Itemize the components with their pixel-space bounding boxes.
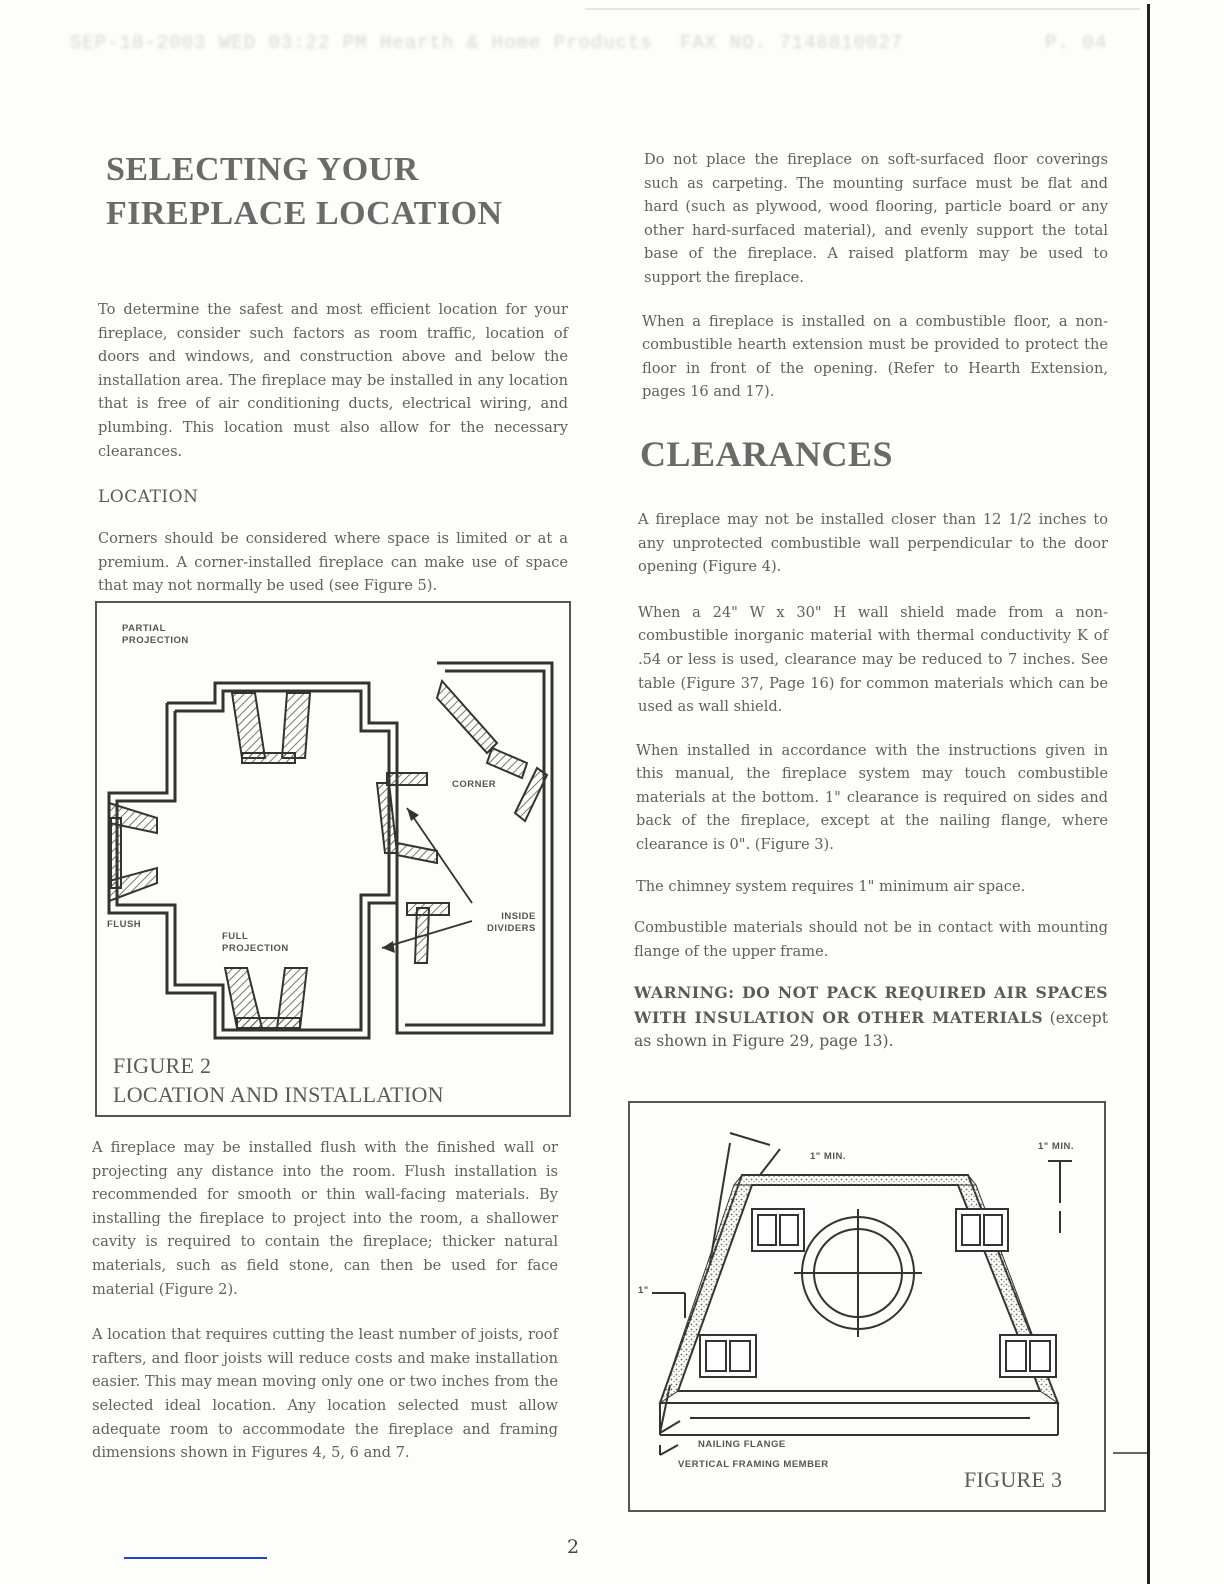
left-column (98, 148, 568, 598)
label-inside-dividers (487, 911, 536, 935)
flush-paragraph: A fireplace may be installed flush with the finished wall or projecting any distance into the room. Flush installation is recommended for smooth or thin wall-facing materials. By installing the fireplace to project into the room, a shallower cavity is required to contain the fireplace; thicker natural materials, such as field stone, can then be used for face material (Figure 2). (92, 1139, 558, 1298)
label-min-left: 1" MIN. (810, 1151, 846, 1162)
label-nailing-flange: NAILING FLANGE (698, 1439, 786, 1450)
clearance-paragraph-2: When a 24" W x 30" H wall shield made from a non-combustible inorganic material with thermal conductivity K of .54 or less is used, clearance may be reduced to 7 inches. See table (Figure 37, Page 16) for common materials which can be used as wall shield. (638, 603, 1108, 716)
page-title-line2: FIREPLACE LOCATION (106, 195, 503, 232)
figure-2-caption (113, 1051, 444, 1109)
label-inside-dividers-line1: INSIDE (501, 911, 536, 922)
right-margin-rule (1147, 4, 1150, 1584)
label-partial-projection-line1: PARTIAL (122, 623, 166, 634)
right-margin-tick (1113, 1452, 1147, 1454)
label-full-projection-line1: FULL (222, 931, 249, 942)
warning-paragraph (634, 981, 1108, 1054)
top-rule (585, 8, 1140, 10)
label-full-projection (222, 931, 289, 955)
label-vertical-framing-member: VERTICAL FRAMING MEMBER (678, 1459, 829, 1470)
joists-paragraph: A location that requires cutting the least number of joists, roof rafters, and floor joists will reduce costs and make installation easier. This may mean moving only one or two inches from the selected ideal location. Any location selected must allow adequate room to accommodate the fireplace and framing dimensions shown in Figures 4, 5, 6 and 7. (92, 1326, 558, 1462)
fax-header-center: FAX NO. 7148810027 (680, 32, 904, 54)
location-paragraph: Corners should be considered where space is limited or at a premium. A corner-installed fireplace can make use of space that may not normally be used (see Figure 5). (98, 530, 568, 595)
label-corner: CORNER (452, 779, 497, 790)
clearance-paragraph-1: A fireplace may not be installed closer than 12 1/2 inches to any unprotected combustible wall perpendicular to the door opening (Figure 4). (638, 510, 1108, 576)
clearance-paragraph-3: When installed in accordance with the instructions given in this manual, the fireplace system may touch combustible materials at the bottom. 1" clearance is required on sides and back of the fireplace, except at the nailing flange, where clearance is 0". (Figure 3). (636, 741, 1108, 854)
label-full-projection-line2: PROJECTION (222, 943, 289, 954)
label-inside-dividers-line2: DIVIDERS (487, 923, 536, 934)
label-partial-projection-line2: PROJECTION (122, 635, 189, 646)
location-heading: LOCATION (98, 487, 199, 508)
figure-3 (628, 1101, 1106, 1512)
clearance-paragraph-5: Combustible materials should not be in contact with mounting flange of the upper frame. (634, 919, 1108, 960)
label-partial-projection (122, 623, 189, 647)
warning-bold: WARNING: DO NOT PACK REQUIRED AIR SPACES WITH INSULATION OR OTHER MATERIALS (634, 983, 1108, 1027)
footer-link-line (124, 1557, 267, 1559)
right-column (632, 148, 1108, 1054)
fax-header-left: SEP-18-2003 WED 03:22 PM Hearth & Home Products (70, 32, 653, 54)
page-title (106, 148, 568, 236)
page-title-line1: SELECTING YOUR (106, 151, 419, 188)
page-number: 2 (567, 1536, 580, 1558)
left-column-bottom (92, 1136, 558, 1465)
label-side-clearance: 1" (638, 1285, 649, 1296)
hearth-paragraph: When a fireplace is installed on a combustible floor, a non-combustible hearth extension must be provided to protect the floor in front of the opening. (Refer to Hearth Extension, pages 16 and 17). (642, 312, 1108, 401)
intro-paragraph: To determine the safest and most efficient location for your fireplace, consider such factors as room traffic, location of doors and windows, and construction above and below the installation area. The fireplace may be installed in any location that is free of air conditioning ducts, electrical wiring, and plumbing. This location must also allow for the necessary clearances. (98, 301, 568, 460)
floor-paragraph: Do not place the fireplace on soft-surfaced floor coverings such as carpeting. The mounting surface must be flat and hard (such as plywood, wood flooring, particle board or any other hard-surfaced material), and evenly support the total base of the fireplace. A raised platform may be used to support the fireplace. (644, 151, 1108, 286)
warning-rest: (except as shown in Figure 29, page 13). (634, 1008, 1108, 1051)
figure-2-caption-line2: LOCATION AND INSTALLATION (113, 1082, 444, 1107)
label-flush: FLUSH (107, 919, 142, 930)
fax-header (70, 32, 1120, 62)
fax-header-right: P. 04 (1045, 32, 1108, 54)
label-min-right: 1" MIN. (1038, 1141, 1074, 1152)
figure-2-caption-line1: FIGURE 2 (113, 1053, 212, 1078)
figure-3-caption: FIGURE 3 (964, 1467, 1063, 1492)
figure-2 (95, 601, 571, 1117)
floorplan-diagram (97, 603, 569, 1115)
clearance-paragraph-4: The chimney system requires 1" minimum air space. (636, 877, 1026, 895)
clearances-title: CLEARANCES (640, 433, 894, 474)
